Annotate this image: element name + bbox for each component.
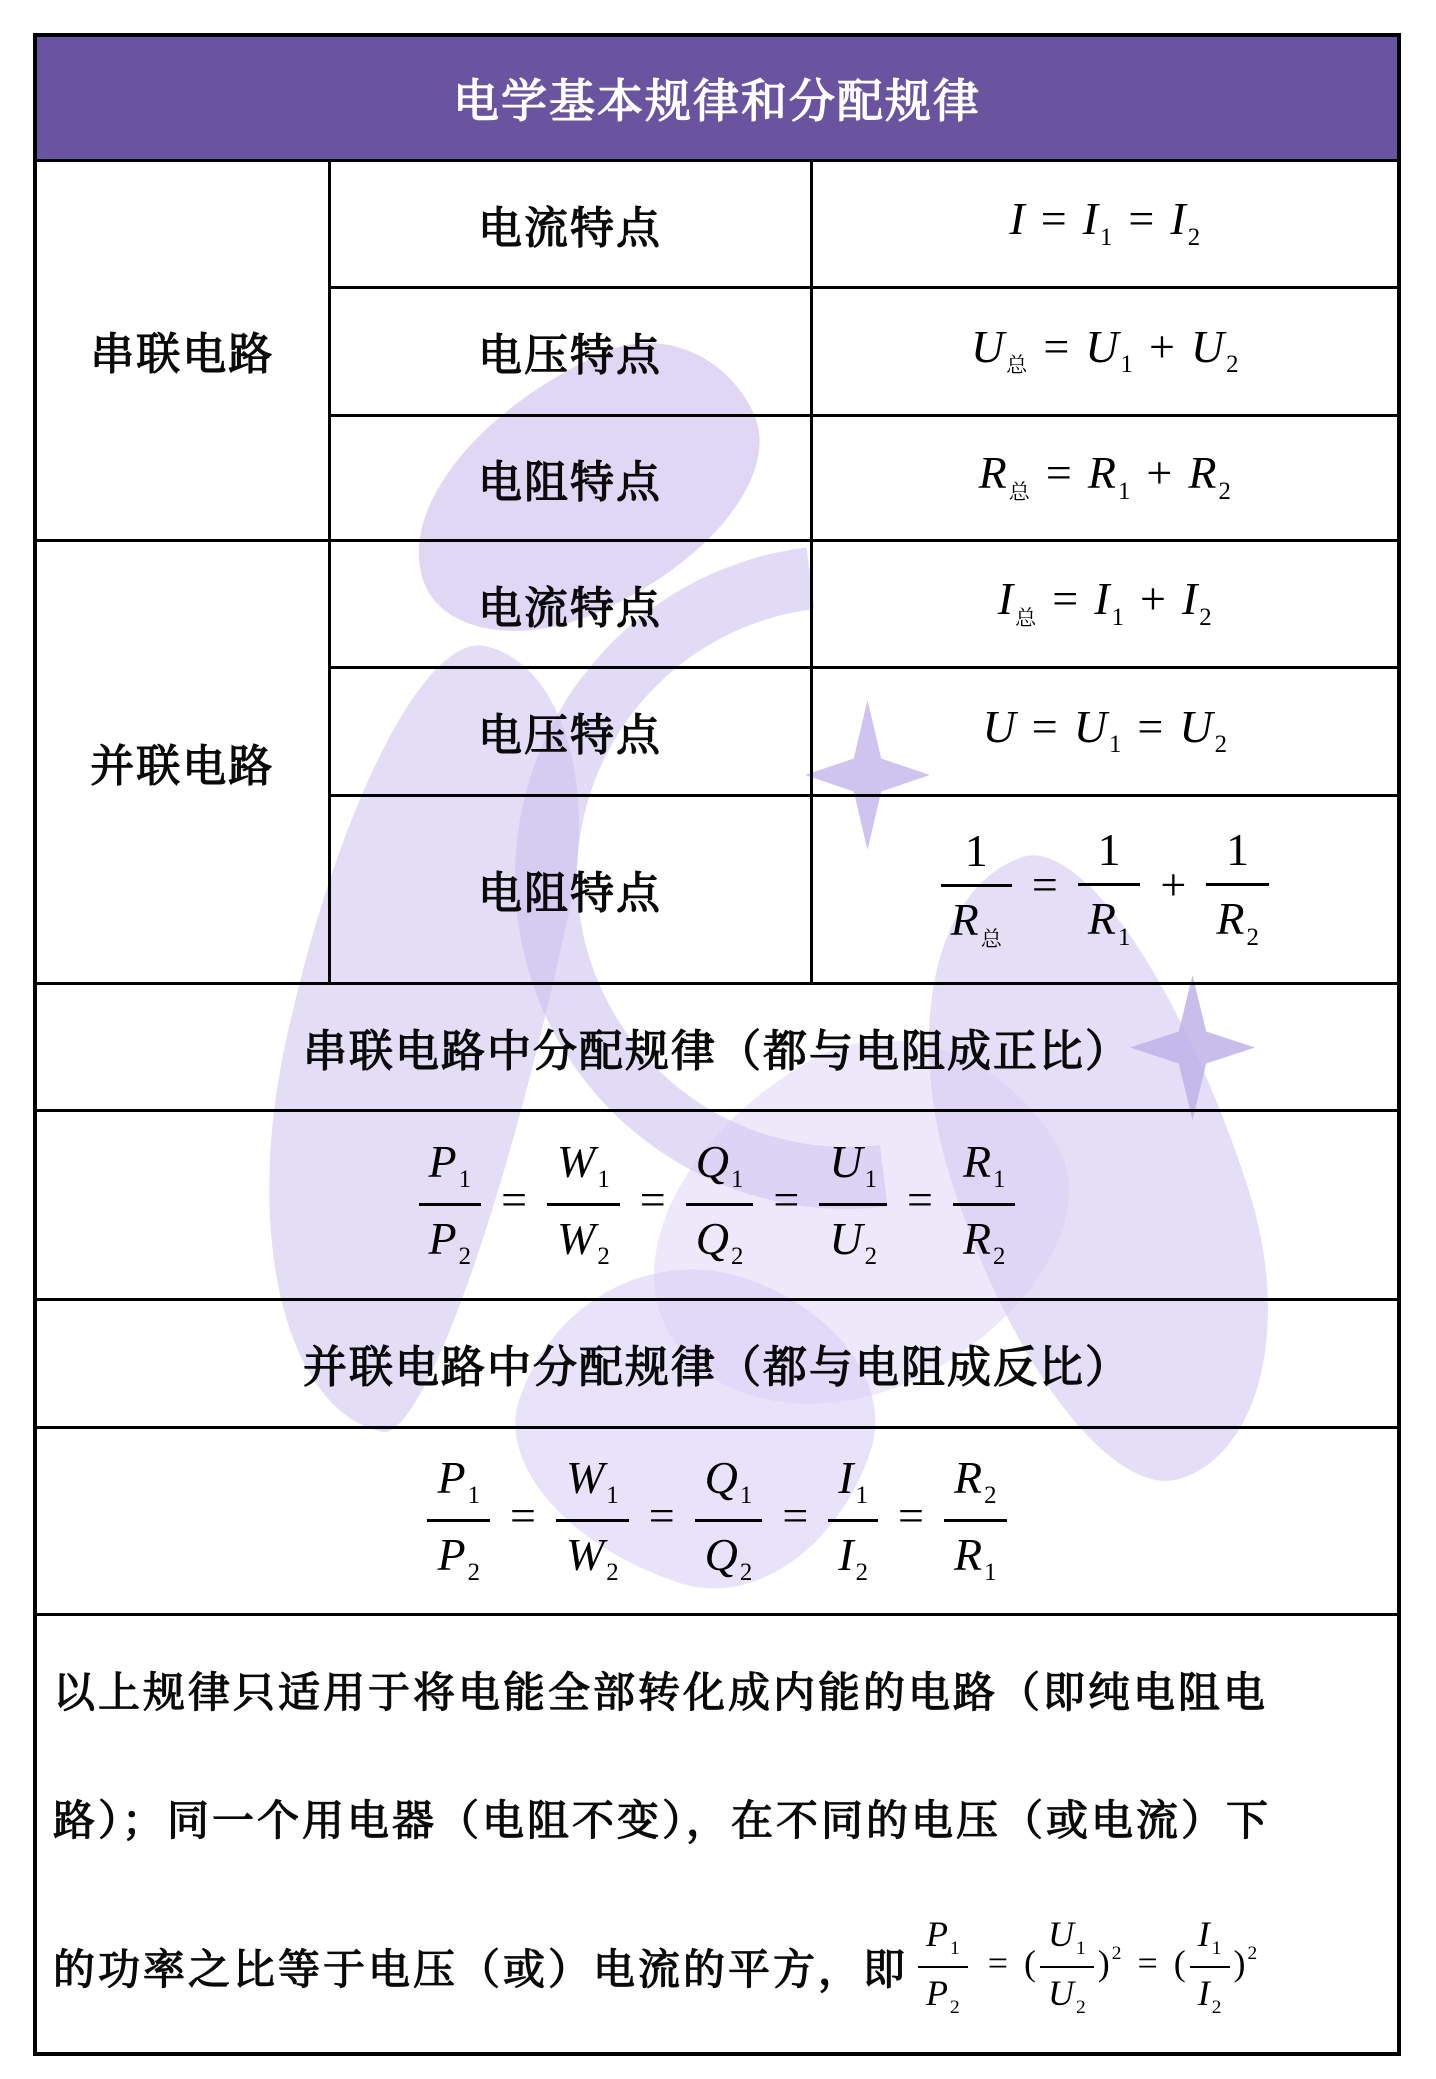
note-line-2: 路）；同一个用电器（电阻不变），在不同的电压（或电流）下 bbox=[53, 1796, 1272, 1844]
note-formula: $\frac{P _1}{P _2}$ = ( $\frac{U _1}{U _2}$ ) 2 = ( $\frac{I _1}{I _2}$ ) 2 bbox=[914, 1914, 1257, 2019]
series-rule-title: 串联电路中分配规律（都与电阻成正比） bbox=[35, 983, 1399, 1110]
group-label-parallel: 并联电路 bbox=[35, 540, 329, 983]
formula-parallel-current: $I_总 = I_1 + I_2$ bbox=[811, 540, 1399, 667]
formula-parallel-voltage: $U = U_1 = U_2$ bbox=[811, 667, 1399, 795]
table-row bbox=[35, 1110, 1399, 1299]
group-label-series: 串联电路 bbox=[35, 160, 329, 540]
feature-series-voltage: 电压特点 bbox=[329, 287, 811, 415]
note-line-1: 以上规律只适用于将电能全部转化成内能的电路（即纯电阻电 bbox=[53, 1668, 1269, 1716]
table-row bbox=[35, 1427, 1399, 1614]
table-row bbox=[35, 1614, 1399, 2054]
feature-parallel-voltage: 电压特点 bbox=[329, 667, 811, 795]
feature-series-current: 电流特点 bbox=[329, 160, 811, 287]
page-title: 电学基本规律和分配规律 bbox=[35, 35, 1399, 160]
electric-laws-table bbox=[33, 33, 1401, 2056]
table-row bbox=[35, 540, 1399, 667]
series-rule-formula: $\frac{P_1}{P_2}$ = $\frac{W_1}{W_2}$ = $\frac{Q_1}{Q_2}$ = $\frac{U_1}{U_2}$ = $\frac{R_1}{R_2}$ bbox=[35, 1110, 1399, 1299]
table-header-row bbox=[35, 35, 1399, 160]
note-block bbox=[35, 1614, 1399, 2054]
feature-series-resistance: 电阻特点 bbox=[329, 415, 811, 540]
note-line-3 bbox=[37, 1882, 1397, 2052]
formula-series-voltage: $U_总 = U_1 + U_2$ bbox=[811, 287, 1399, 415]
table-row bbox=[35, 160, 1399, 287]
parallel-rule-formula: $\frac{P_1}{P_2}$ = $\frac{W_1}{W_2}$ = $\frac{Q_1}{Q_2}$ = $\frac{I_1}{I_2}$ = $\frac{R_2}{R_1}$ bbox=[35, 1427, 1399, 1614]
feature-parallel-resistance: 电阻特点 bbox=[329, 795, 811, 983]
feature-parallel-current: 电流特点 bbox=[329, 540, 811, 667]
table-row bbox=[35, 1299, 1399, 1427]
parallel-rule-title: 并联电路中分配规律（都与电阻成反比） bbox=[35, 1299, 1399, 1427]
formula-series-resistance: $R_总 = R_1 + R_2$ bbox=[811, 415, 1399, 540]
formula-parallel-resistance: $\frac{1}{R_总}$ = $\frac{1}{R_1}$ + $\frac{1}{R_2}$ bbox=[811, 795, 1399, 983]
note-line-3-text: 的功率之比等于电压（或）电流的平方，即 bbox=[53, 1945, 909, 1993]
formula-series-current: $I = I_1 = I_2$ bbox=[811, 160, 1399, 287]
table-row bbox=[35, 983, 1399, 1110]
